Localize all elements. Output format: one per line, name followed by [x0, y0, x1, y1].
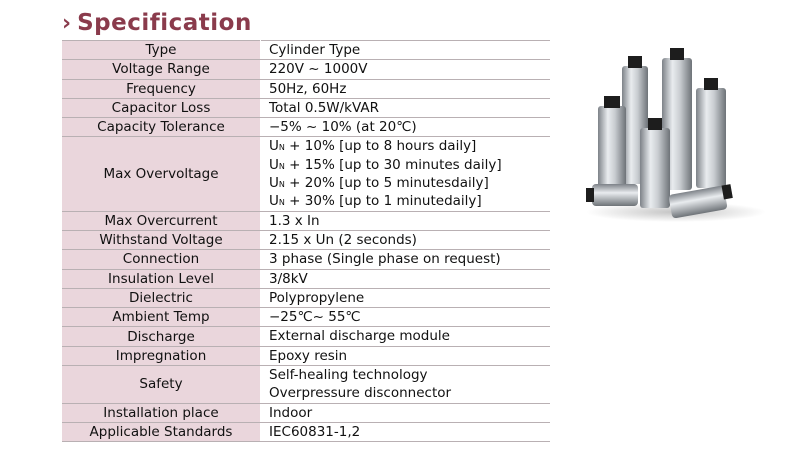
spec-value: Total 0.5W/kVAR	[261, 98, 551, 117]
spec-label: Capacitor Loss	[62, 98, 261, 117]
chevron-right-icon: ›	[62, 10, 72, 36]
spec-value: 3 phase (Single phase on request)	[261, 250, 551, 269]
table-row	[62, 230, 550, 249]
spec-label: Type	[62, 41, 261, 60]
spec-label: Installation place	[62, 403, 261, 422]
spec-value: Epoxy resin	[261, 346, 551, 365]
spec-label: Dielectric	[62, 288, 261, 307]
table-row	[62, 211, 550, 230]
spec-label: Applicable Standards	[62, 422, 261, 441]
spec-value: 50Hz, 60Hz	[261, 79, 551, 98]
spec-value: IEC60831-1,2	[261, 422, 551, 441]
table-row	[62, 403, 550, 422]
table-row	[62, 118, 550, 137]
spec-label: Max Overcurrent	[62, 211, 261, 230]
spec-value: 3/8kV	[261, 269, 551, 288]
table-row	[62, 327, 550, 346]
spec-label: Voltage Range	[62, 60, 261, 79]
table-row	[62, 250, 550, 269]
spec-value: Indoor	[261, 403, 551, 422]
spec-value: 220V ~ 1000V	[261, 60, 551, 79]
spec-label: Insulation Level	[62, 269, 261, 288]
table-row	[62, 346, 550, 365]
section-heading	[62, 12, 252, 35]
table-row	[62, 366, 550, 404]
spec-label: Impregnation	[62, 346, 261, 365]
spec-value: 2.15 x Un (2 seconds)	[261, 230, 551, 249]
specification-table	[62, 40, 550, 442]
spec-value: −25℃~ 55℃	[261, 308, 551, 327]
spec-value: 1.3 x In	[261, 211, 551, 230]
spec-label: Discharge	[62, 327, 261, 346]
spec-label: Ambient Temp	[62, 308, 261, 327]
table-row	[62, 41, 550, 60]
spec-value: External discharge module	[261, 327, 551, 346]
spec-value: Polypropylene	[261, 288, 551, 307]
spec-value: Self-healing technology Overpressure disconnector	[261, 366, 551, 404]
table-row	[62, 269, 550, 288]
table-row	[62, 137, 550, 211]
table-row	[62, 79, 550, 98]
spec-value: Cylinder Type	[261, 41, 551, 60]
spec-label: Capacity Tolerance	[62, 118, 261, 137]
spec-label: Max Overvoltage	[62, 137, 261, 211]
table-row	[62, 98, 550, 117]
table-row	[62, 288, 550, 307]
table-row	[62, 308, 550, 327]
table-row	[62, 422, 550, 441]
spec-label: Safety	[62, 366, 261, 404]
spec-label: Frequency	[62, 79, 261, 98]
table-row	[62, 60, 550, 79]
spec-label: Connection	[62, 250, 261, 269]
spec-value: UN + 10% [up to 8 hours daily] UN + 15% [up to 30 minutes daily] UN + 20% [up to 5 minutesdaily] UN + 30% [up to 1 minutedaily]	[261, 137, 551, 211]
spec-label: Withstand Voltage	[62, 230, 261, 249]
capacitor-product-photo	[584, 44, 768, 224]
page-title: Specification	[77, 10, 252, 36]
spec-value: −5% ~ 10% (at 20℃)	[261, 118, 551, 137]
